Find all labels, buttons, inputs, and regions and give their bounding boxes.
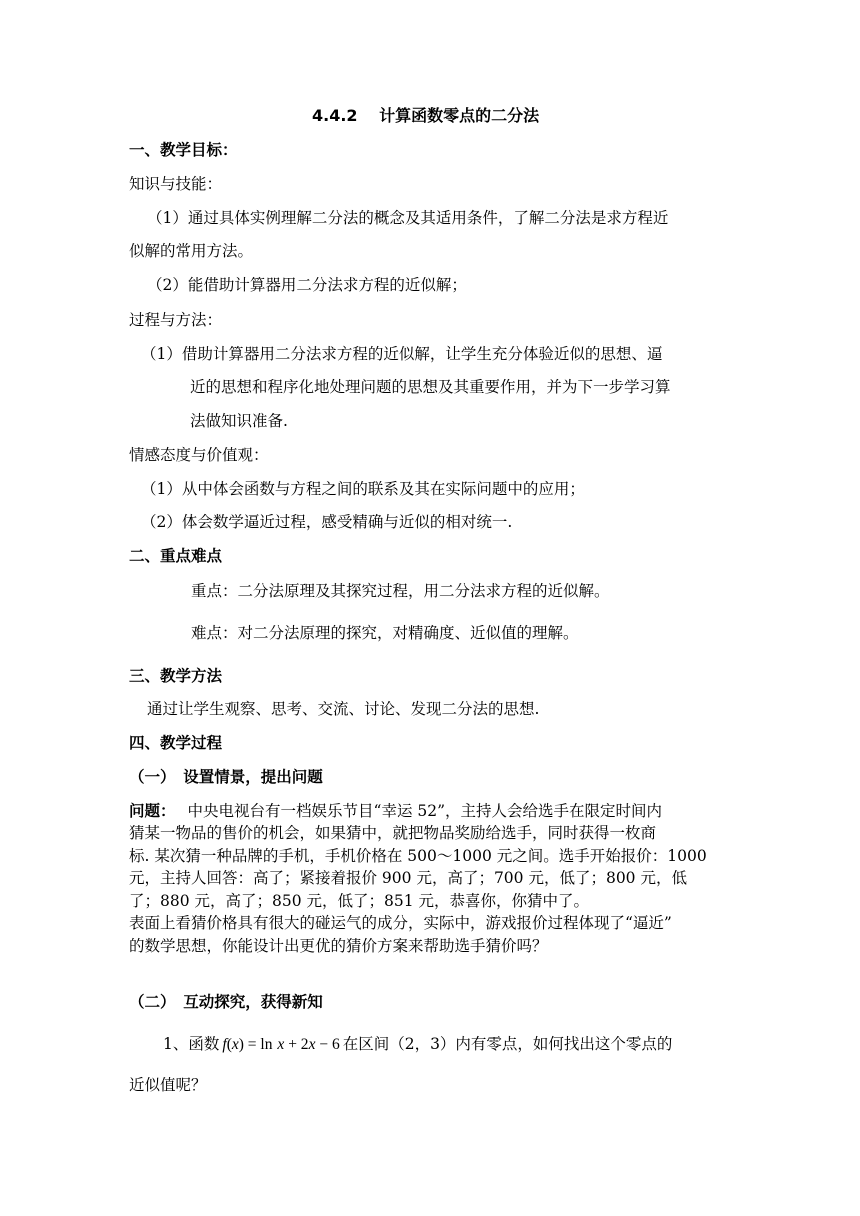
problem-line-7: 的数学思想，你能设计出更优的猜价方案来帮助选手猜价吗？ [129,937,548,955]
formula-minus: − 6 [315,1036,340,1053]
question-1-line-2: 近似值呢？ [129,1076,207,1094]
problem-line-3: 标. 某次猜一种品牌的手机，手机价格在 500～1000 元之间。选手开始报价：1000 [129,847,707,865]
formula-plus: + 2 [284,1036,309,1053]
problem-line-2: 猜某一物品的售价的机会，如果猜中，就把物品奖励给选手，同时获得一枚商 [129,824,657,842]
label-knowledge-skills: 知识与技能： [129,175,223,193]
question-1-suffix: 在区间（2，3）内有零点，如何找出这个零点的 [342,1035,673,1053]
subsection-heading-explore: （二） 互动探究，获得新知 [129,993,323,1011]
formula-x: x [231,1036,239,1053]
function-formula: f(x) = ln x + 2x − 6 [222,1036,340,1053]
section-heading-process: 四、教学过程 [129,734,223,752]
process-item-1-line-2: 近的思想和程序化地处理问题的思想及其重要作用，并为下一步学习算 [190,378,671,396]
label-process-method: 过程与方法： [129,311,223,329]
emotion-item-1: （1）从中体会函数与方程之间的联系及其在实际问题中的应用； [141,480,585,498]
section-heading-key-points: 二、重点难点 [129,547,223,565]
emotion-item-2: （2）体会数学逼近过程，感受精确与近似的相对统一. [141,513,513,531]
method-text: 通过让学生观察、思考、交流、讨论、发现二分法的思想. [147,700,540,718]
subsection-heading-scenario: （一） 设置情景，提出问题 [129,768,323,786]
question-1-line-1 [163,1034,672,1055]
knowledge-item-1-line-2: 似解的常用方法。 [129,242,254,260]
process-item-1-line-1: （1）借助计算器用二分法求方程的近似解，让学生充分体验近似的思想、逼 [141,345,663,363]
section-heading-goals: 一、教学目标： [129,141,238,159]
section-heading-method: 三、教学方法 [129,667,223,685]
formula-x2: x [277,1036,285,1053]
formula-f: f [222,1036,227,1053]
problem-line-4: 元，主持人回答：高了；紧接着报价 900 元，高了；700 元，低了；800 元，低 [129,869,687,887]
problem-label: 问题： [129,802,176,820]
knowledge-item-2: （2）能借助计算器用二分法求方程的近似解； [147,276,467,294]
page-title: 4.4.2 计算函数零点的二分法 [312,106,540,125]
problem-line-5: 了；880 元，高了；850 元，低了；851 元，恭喜你，你猜中了。 [129,892,590,910]
knowledge-item-1-line-1: （1）通过具体实例理解二分法的概念及其适用条件，了解二分法是求方程近 [147,209,669,227]
difficulty-text: 难点：对二分法原理的探究，对精确度、近似值的理解。 [191,624,579,642]
formula-eq-ln: = ln [247,1036,273,1053]
process-item-1-line-3: 法做知识准备. [190,412,288,430]
problem-text-1: 中央电视台有一档娱乐节目“幸运 52”，主持人会给选手在限定时间内 [187,802,663,820]
problem-line-1 [129,801,662,821]
key-point-text: 重点：二分法原理及其探究过程，用二分法求方程的近似解。 [191,582,610,600]
formula-x3: x [308,1036,316,1053]
problem-line-6: 表面上看猜价格具有很大的碰运气的成分，实际中，游戏报价过程体现了“逼近” [129,914,672,932]
question-1-prefix: 1、函数 [163,1035,220,1053]
label-emotion-values: 情感态度与价值观： [129,446,269,464]
